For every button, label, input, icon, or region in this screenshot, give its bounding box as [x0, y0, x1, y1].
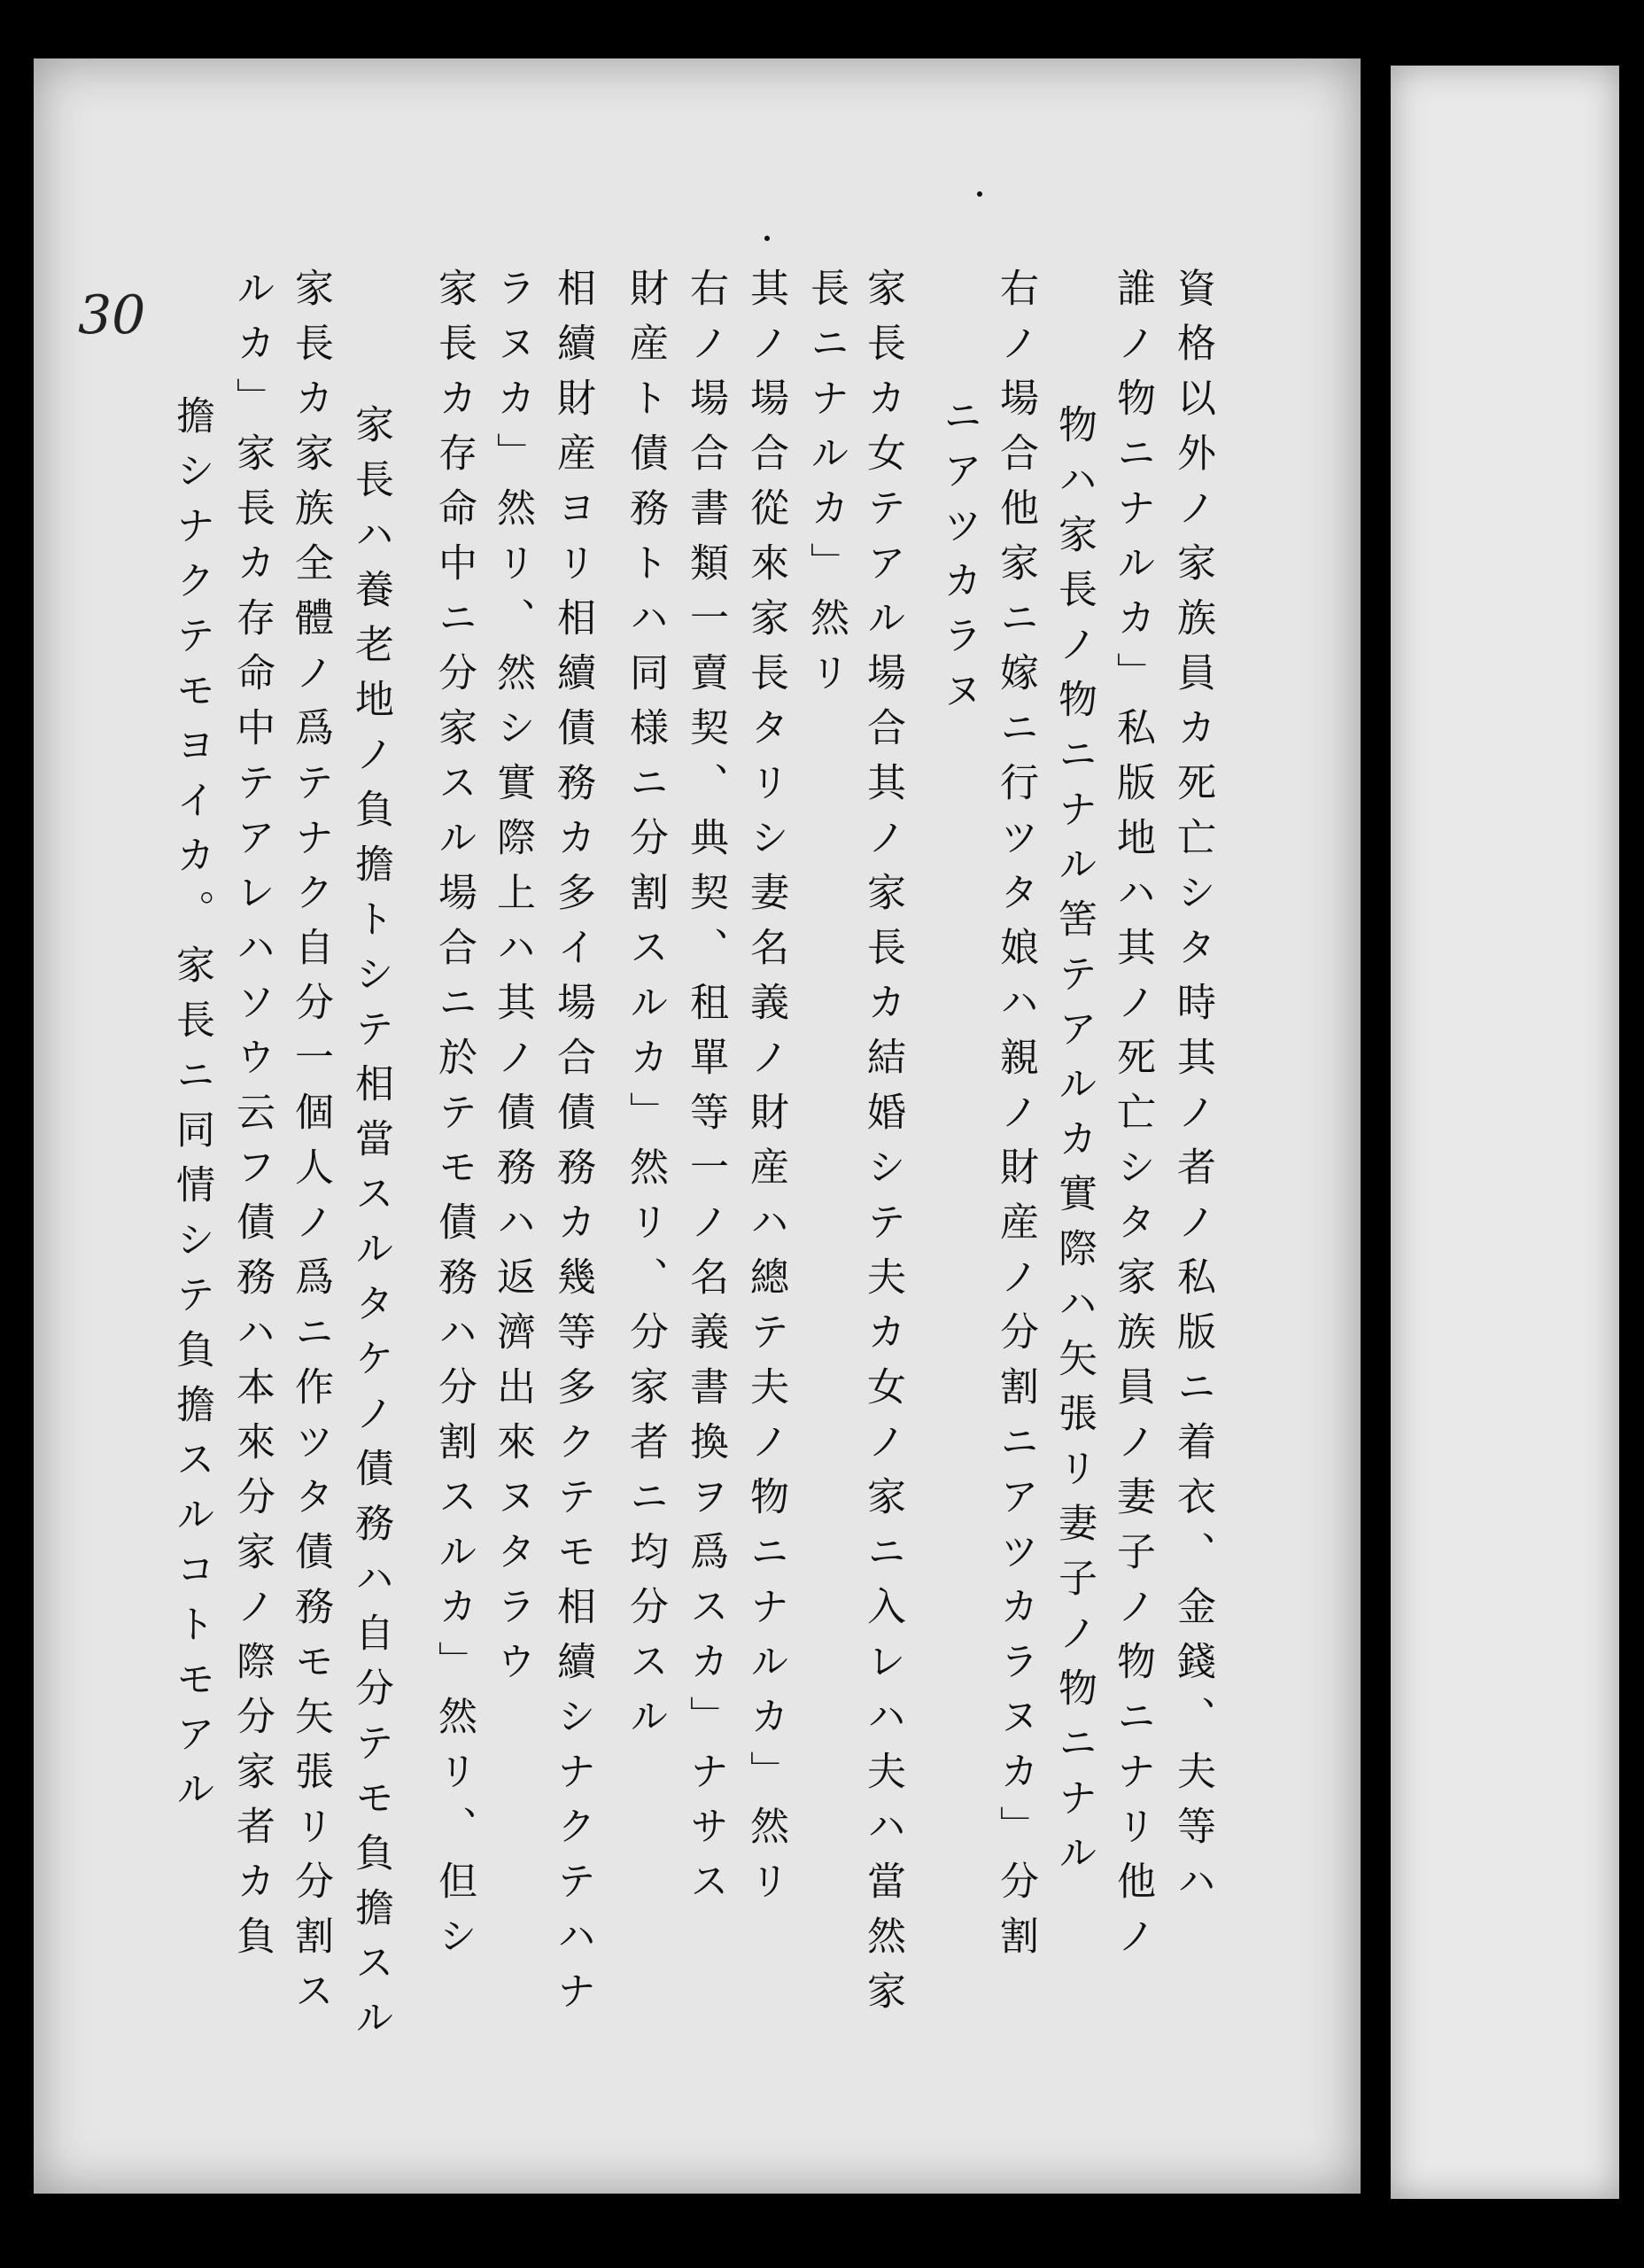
- text-column: ラヌカ」然リ、然シ實際上ハ其ノ債務ハ返濟出來ヌタラウ: [490, 268, 535, 1696]
- text-column: 其ノ場合從來家長タリシ妻名義ノ財産ハ總テ夫ノ物ニナルカ」然リ: [743, 268, 788, 1915]
- ink-speck: [977, 191, 982, 197]
- text-column: 物ハ家長ノ物ニナル筈テアルカ實際ハ矢張リ妻子ノ物ニナル: [1051, 404, 1097, 1887]
- text-column: 擔シナクテモヨイカ。家長ニ同情シテ負擔スルコトモアル: [169, 395, 214, 1823]
- document-page: [34, 58, 1361, 2194]
- text-column: 家長カ家族全體ノ爲テナク自分一個人ノ爲ニ作ツタ債務モ矢張リ分割ス: [288, 268, 333, 2025]
- adjacent-page-edge: [1391, 66, 1619, 2199]
- text-column: ルカ」家長カ存命中テアレハソウ云フ債務ハ本來分家ノ際分家者カ負: [229, 268, 275, 1970]
- ink-speck: [764, 236, 770, 241]
- text-column: 財産ト債務トハ同様ニ分割スルカ」然リ、分家者ニ均分スル: [623, 268, 668, 1751]
- text-column: 家長ハ養老地ノ負擔トシテ相當スルタケノ債務ハ自分テモ負擔スル: [348, 404, 393, 2052]
- page-number: 30: [78, 284, 146, 346]
- text-column: 家長カ女テアル場合其ノ家長カ結婚シテ夫カ女ノ家ニ入レハ夫ハ當然家: [860, 268, 905, 2025]
- text-column: 長ニナルカ」然リ: [803, 268, 849, 707]
- text-column: ニアツカラヌ: [936, 395, 981, 725]
- text-column: 相續財産ヨリ相續債務カ多イ場合債務カ幾等多クテモ相續シナクテハナ: [550, 268, 595, 2025]
- text-column: 資格以外ノ家族員カ死亡シタ時其ノ者ノ私版ニ着衣、金錢、夫等ハ: [1170, 268, 1215, 1915]
- text-column: 右ノ場合書類一賣契、典契、租單等一ノ名義書換ヲ爲スカ」ナサス: [683, 268, 728, 1915]
- text-column: 家長カ存命中ニ分家スル場合ニ於テモ債務ハ分割スルカ」然リ、但シ: [431, 268, 477, 1970]
- text-column: 誰ノ物ニナルカ」私版地ハ其ノ死亡シタ家族員ノ妻子ノ物ニナリ他ノ: [1110, 268, 1155, 1970]
- text-column: 右ノ場合他家ニ嫁ニ行ツタ娘ハ親ノ財産ノ分割ニアツカラヌカ」分割: [993, 268, 1038, 1970]
